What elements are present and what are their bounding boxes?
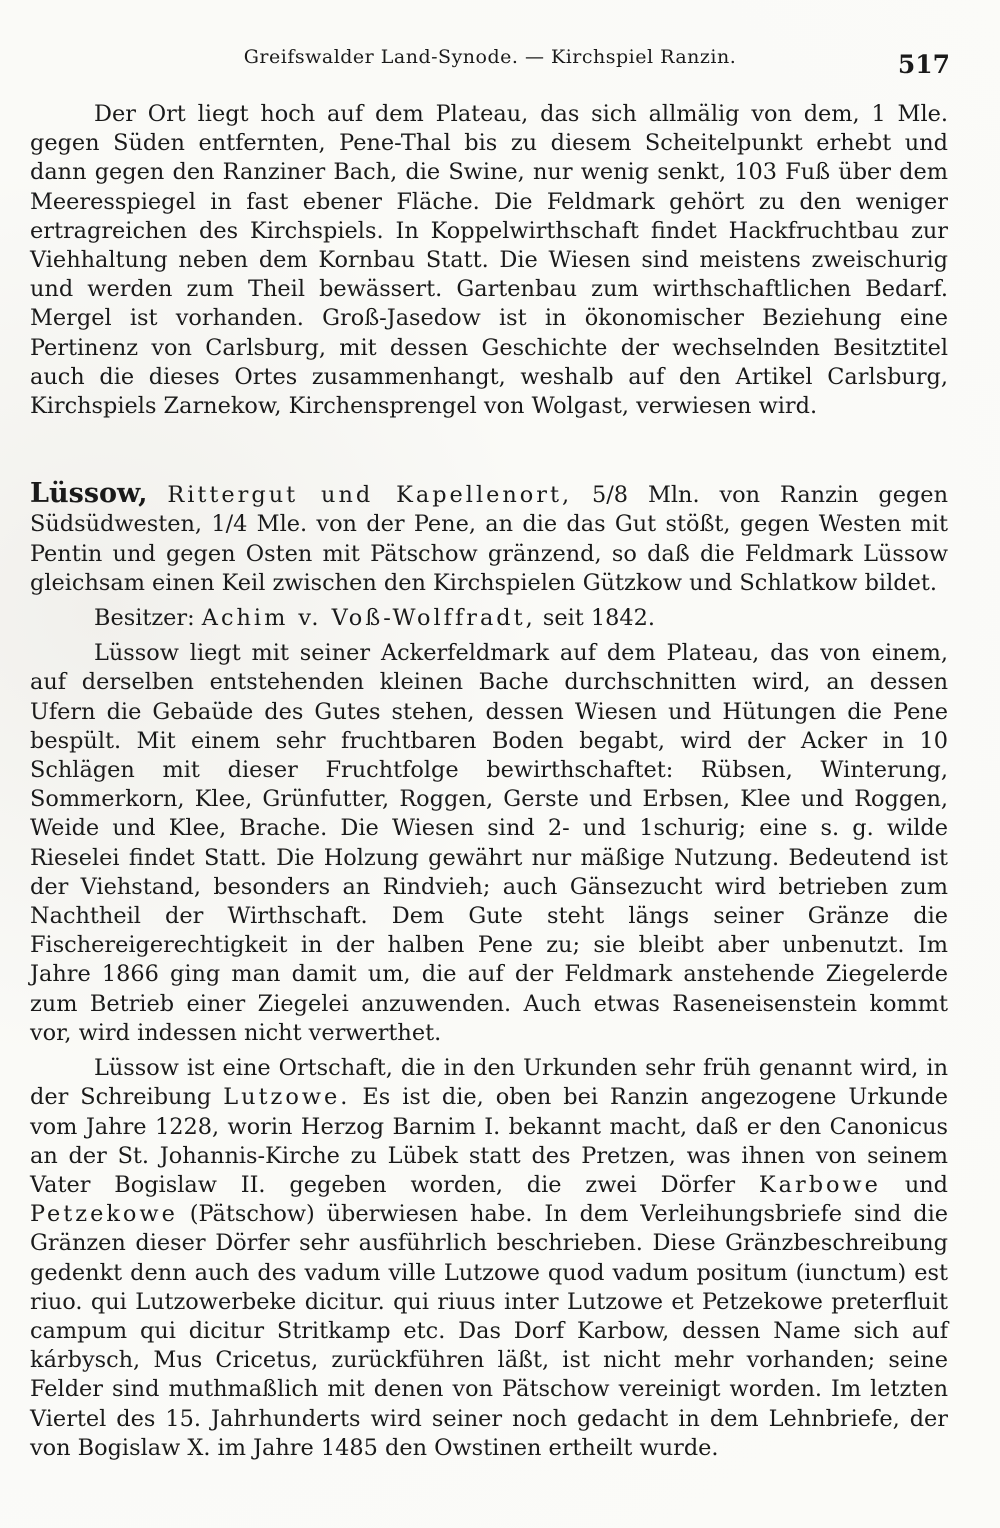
entry-description: 5/8 Mln. von Ranzin gegen Südsüdwesten, 1/4 Mle. von der Pene, an die das Gut stößt, gegen Westen mit Pentin und gegen Osten mit Pätschow gränzend, so daß die Feldmark Lüssow gleichsam einen Keil zwischen den Kirchspielen Gützkow und Schlatkow bildet.: [30, 482, 948, 596]
entry-lussow: [30, 479, 948, 598]
page-body: [30, 100, 948, 1463]
paragraph-agriculture: Lüssow liegt mit seiner Ackerfeldmark auf dem Plateau, das von einem, auf derselben entstehenden kleinen Bache durchschnitten wird, an dessen Ufern die Gebaüde des Gutes stehen, dessen Wiesen und Hütungen die Pene bespült. Mit einem sehr fruchtbaren Boden begabt, wird der Acker in 10 Schlägen mit dieser Fruchtfolge bewirthschaftet: Rübsen, Winterung, Sommerkorn, Klee, Grünfutter, Roggen, Gerste und Erbsen, Klee und Roggen, Weide und Klee, Brache. Die Wiesen sind 2- und 1schurig; eine s. g. wilde Rieselei findet Statt. Die Holzung gewährt nur mäßige Nutzung. Bedeutend ist der Viehstand, besonders an Rindvieh; auch Gänsezucht wird betrieben zum Nachtheil der Wirthschaft. Dem Gute steht längs seiner Gränze die Fischereigerechtigkeit in der halben Pene zu; sie bleibt aber unbenutzt. Im Jahre 1866 ging man damit um, die auf der Feldmark anstehende Ziegelerde zum Betrieb einer Ziegelei anzuwenden. Auch etwas Raseneisenstein kommt vor, wird indessen nicht verwerthet.: [30, 640, 948, 1046]
paragraph-history: [30, 1054, 948, 1463]
entry-type: Rittergut und Kapellenort,: [167, 482, 573, 509]
owner-since: seit 1842.: [542, 605, 655, 632]
history-text-b: Es ist die, oben bei Ranzin angezogene Urkunde vom Jahre 1228, worin Herzog Barnim I. bekannt macht, daß er den Canonicus an der St. Johannis-Kirche zu Lübek statt des Pretzen, was ihnen von seinem Vater Bogislaw II. gegeben worden, die zwei Dörfer: [30, 1084, 949, 1198]
page-number: 517: [897, 50, 950, 79]
paragraph-jasedow: Der Ort liegt hoch auf dem Plateau, das sich allmälig von dem, 1 Mle. gegen Süden entfernten, Pene-Thal bis zu diesem Scheitelpunkt erhebt und dann gegen den Ranziner Bach, die Swine, nur wenig senkt, 103 Fuß über dem Meeresspiegel in fast ebener Fläche. Die Feldmark gehört zu den weniger ertragreichen des Kirchspiels. In Koppelwirthschaft findet Hackfruchtbau zur Viehhaltung neben dem Kornbau Statt. Die Wiesen sind meistens zweischurig und werden zum Theil bewässert. Gartenbau zum wirthschaftlichen Bedarf. Mergel ist vorhanden. Groß-Jasedow ist in ökonomischer Beziehung eine Pertinenz von Carlsburg, mit dessen Geschichte der wechselnden Besitztitel auch die dieses Ortes zusammenhangt, weshalb auf den Artikel Carlsburg, Kirchspiels Zarnekow, Kirchensprengel von Wolgast, verwiesen wird.: [30, 101, 948, 420]
entry-place-name: Lüssow,: [30, 478, 148, 510]
history-text-c: (Pätschow) überwiesen habe. In dem Verleihungsbriefe sind die Gränzen dieser Dörfer sehr ausführlich beschrieben. Diese Gränzbeschreibung gedenkt denn auch des vadum ville Lutzowe quod vadum positum (iunctum) est riuo. qui Lutzowerbeke dicitur. qui riuus inter Lutzowe et Petzekowe preterfluit campum qui dicitur Stritkamp etc. Das Dorf Karbow, dessen Name sich auf kárbysch, Mus Cricetus, zurückführen läßt, ist nicht mehr vorhanden; seine Felder sind muthmaßlich mit denen von Pätschow vereinigt worden. Im letzten Viertel des 15. Jahrhunderts wird seiner noch gedacht in dem Lehnbriefe, der von Bogislaw X. im Jahre 1485 den Owstinen ertheilt wurde.: [30, 1201, 948, 1461]
history-text-und: und: [904, 1171, 948, 1198]
owner-name: Achim v. Voß-Wolffradt,: [201, 605, 536, 632]
running-head: Greifswalder Land-Synode. — Kirchspiel Ranzin.: [243, 46, 737, 68]
name-lutzowe: Lutzowe.: [223, 1084, 351, 1111]
history-text-a: Lüssow ist eine Ortschaft, die in den Urkunden sehr früh genannt wird, in der Schreibung: [30, 1055, 948, 1111]
owner-label: Besitzer:: [94, 605, 195, 632]
name-petzekowe: Petzekowe: [30, 1201, 178, 1228]
name-karbowe: Karbowe: [758, 1171, 881, 1198]
owner-line: [30, 604, 948, 633]
page-header: [30, 40, 950, 80]
